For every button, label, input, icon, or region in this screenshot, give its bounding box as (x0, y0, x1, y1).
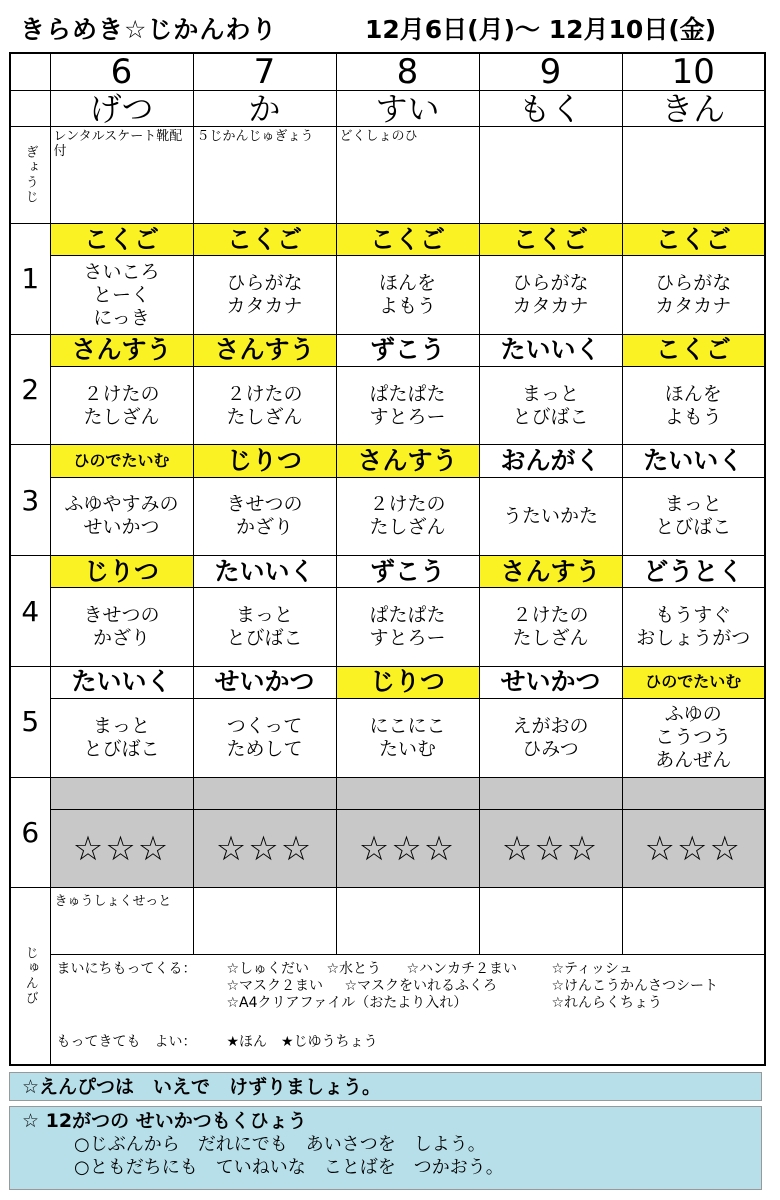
lesson-detail: ひらがな カタカナ (622, 256, 765, 335)
bring-item: ☆水とう (326, 960, 382, 977)
bring-items-row (10, 954, 765, 1065)
period-subject-row (10, 666, 765, 698)
period-number: 6 (10, 777, 50, 888)
lesson-detail: きせつの かざり (50, 588, 193, 667)
period-number: 3 (10, 445, 50, 556)
bring-items-line (57, 978, 759, 995)
junbi-top-row (10, 888, 765, 954)
subject-cell: せいかつ (193, 666, 336, 698)
stars-cell: ☆☆☆ (622, 809, 765, 888)
lesson-detail: ２けたの たしざん (336, 477, 479, 556)
subject-cell: じりつ (336, 666, 479, 698)
lesson-detail: つくって ためして (193, 699, 336, 778)
junbi-label: じゅんび (22, 946, 38, 1007)
gray-cell (479, 777, 622, 809)
day-of-week: か (193, 91, 336, 127)
bring-item: ☆マスクをいれるふくろ (344, 977, 498, 994)
subject-cell: ずこう (336, 334, 479, 366)
event-cell (622, 127, 765, 224)
period-detail-row (10, 366, 765, 445)
day-of-week: すい (336, 91, 479, 127)
gray-cell (50, 777, 193, 809)
period-number: 5 (10, 666, 50, 777)
bring-label (57, 995, 227, 1012)
stars-cell: ☆☆☆ (193, 809, 336, 888)
corner-cell (10, 53, 50, 91)
gray-cell (336, 777, 479, 809)
bring-item: ☆れんらくちょう (551, 994, 663, 1011)
events-label-cell (10, 127, 50, 224)
day-of-week: きん (622, 91, 765, 127)
subject-cell: ひのでたいむ (622, 666, 765, 698)
event-cell: どくしょのひ (336, 127, 479, 224)
day-number: 8 (336, 53, 479, 91)
lesson-detail: ２けたの たしざん (479, 588, 622, 667)
lesson-detail: まっと とびばこ (193, 588, 336, 667)
lesson-detail: さいころ とーく にっき (50, 256, 193, 335)
period-number: 4 (10, 556, 50, 667)
monthly-goal-line: ○ともだちにも ていねいな ことばを つかおう。 (74, 1157, 504, 1178)
subject-cell: どうとく (622, 556, 765, 588)
day-number: 9 (479, 53, 622, 91)
events-label: ぎょうじ (22, 145, 38, 206)
day-number: 10 (622, 53, 765, 91)
subject-cell: さんすう (193, 334, 336, 366)
period-6-stars-row (10, 809, 765, 888)
bring-label (57, 978, 227, 995)
bring-label: まいにちもってくる： (56, 960, 197, 977)
optional-items: ★ほん ★じゆうちょう (226, 1033, 378, 1050)
subject-cell: せいかつ (479, 666, 622, 698)
bring-item: ☆A4クリアファイル（おたより入れ） (226, 994, 468, 1011)
monthly-goal-title: ☆ 12がつの せいかつもくひょう (22, 1110, 307, 1132)
period-number: 1 (10, 224, 50, 335)
lesson-detail: きせつの かざり (193, 477, 336, 556)
junbi-item-cell (622, 888, 765, 954)
subject-cell: たいいく (479, 334, 622, 366)
day-number-row (10, 53, 765, 91)
monthly-goal-line: ○じぶんから だれにでも あいさつを しよう。 (74, 1134, 486, 1155)
bring-item: ☆マスク２まい (226, 977, 324, 994)
bring-items-cell (50, 954, 765, 1065)
day-of-week-row (10, 91, 765, 127)
bring-item: ☆ティッシュ (551, 960, 633, 977)
spacer (57, 1012, 759, 1034)
bring-items-line (57, 961, 759, 978)
bring-items-line (57, 995, 759, 1012)
period-subject-row (10, 334, 765, 366)
lesson-detail: ぱたぱた すとろー (336, 588, 479, 667)
lesson-detail: ほんを よもう (336, 256, 479, 335)
events-row (10, 127, 765, 224)
subject-cell: おんがく (479, 445, 622, 477)
junbi-item-cell (193, 888, 336, 954)
period-subject-row (10, 224, 765, 256)
period-subject-row (10, 445, 765, 477)
junbi-item-cell: きゅうしょくせっと (50, 888, 193, 954)
page-header (0, 0, 780, 52)
subject-cell: たいいく (622, 445, 765, 477)
bring-item: ☆ハンカチ２まい (406, 960, 518, 977)
lesson-detail: ひらがな カタカナ (193, 256, 336, 335)
subject-cell: こくご (193, 224, 336, 256)
optional-label: もってきても よい： (56, 1033, 197, 1050)
lesson-detail: ぱたぱた すとろー (336, 366, 479, 445)
bring-item: ☆けんこうかんさつシート (551, 977, 719, 994)
period-subject-row (10, 556, 765, 588)
optional-items-line (57, 1034, 759, 1051)
period-detail-row (10, 699, 765, 778)
subject-cell: こくご (622, 334, 765, 366)
stars-cell: ☆☆☆ (479, 809, 622, 888)
lesson-detail: ２けたの たしざん (50, 366, 193, 445)
page-title: きらめき☆じかんわり (20, 15, 278, 44)
lesson-detail: ふゆやすみの せいかつ (50, 477, 193, 556)
day-of-week: もく (479, 91, 622, 127)
day-number: 7 (193, 53, 336, 91)
event-cell (479, 127, 622, 224)
period-detail-row (10, 588, 765, 667)
lesson-detail: ２けたの たしざん (193, 366, 336, 445)
subject-cell: こくご (479, 224, 622, 256)
lesson-detail: ひらがな カタカナ (479, 256, 622, 335)
subject-cell: たいいく (50, 666, 193, 698)
day-number: 6 (50, 53, 193, 91)
subject-cell: じりつ (193, 445, 336, 477)
subject-cell: さんすう (479, 556, 622, 588)
lesson-detail: にこにこ たいむ (336, 699, 479, 778)
lesson-detail: ほんを よもう (622, 366, 765, 445)
gray-cell (622, 777, 765, 809)
period-6-top-row (10, 777, 765, 809)
lesson-detail: まっと とびばこ (50, 699, 193, 778)
subject-cell: たいいく (193, 556, 336, 588)
junbi-item-cell (336, 888, 479, 954)
date-range: 12月6日(月)〜 12月10日(金) (365, 15, 717, 44)
corner-cell (10, 91, 50, 127)
pencil-note: ☆えんぴつは いえで けずりましょう。 (9, 1072, 762, 1101)
event-cell: ５じかんじゅぎょう (193, 127, 336, 224)
period-detail-row (10, 256, 765, 335)
timetable (9, 52, 766, 1066)
bring-item: ☆しゅくだい (226, 960, 310, 977)
junbi-item-cell (479, 888, 622, 954)
lesson-detail: もうすぐ おしょうがつ (622, 588, 765, 667)
event-cell: レンタルスケート靴配付 (50, 127, 193, 224)
period-number: 2 (10, 334, 50, 445)
stars-cell: ☆☆☆ (50, 809, 193, 888)
monthly-goal-box (9, 1106, 762, 1190)
subject-cell: じりつ (50, 556, 193, 588)
subject-cell: さんすう (50, 334, 193, 366)
stars-cell: ☆☆☆ (336, 809, 479, 888)
subject-cell: ひのでたいむ (50, 445, 193, 477)
lesson-detail: うたいかた (479, 477, 622, 556)
lesson-detail: まっと とびばこ (479, 366, 622, 445)
subject-cell: こくご (50, 224, 193, 256)
period-detail-row (10, 477, 765, 556)
subject-cell: ずこう (336, 556, 479, 588)
gray-cell (193, 777, 336, 809)
lesson-detail: ふゆの こうつう あんぜん (622, 699, 765, 778)
lesson-detail: まっと とびばこ (622, 477, 765, 556)
day-of-week: げつ (50, 91, 193, 127)
subject-cell: こくご (622, 224, 765, 256)
lesson-detail: えがおの ひみつ (479, 699, 622, 778)
junbi-label-cell (10, 888, 50, 1065)
subject-cell: こくご (336, 224, 479, 256)
subject-cell: さんすう (336, 445, 479, 477)
